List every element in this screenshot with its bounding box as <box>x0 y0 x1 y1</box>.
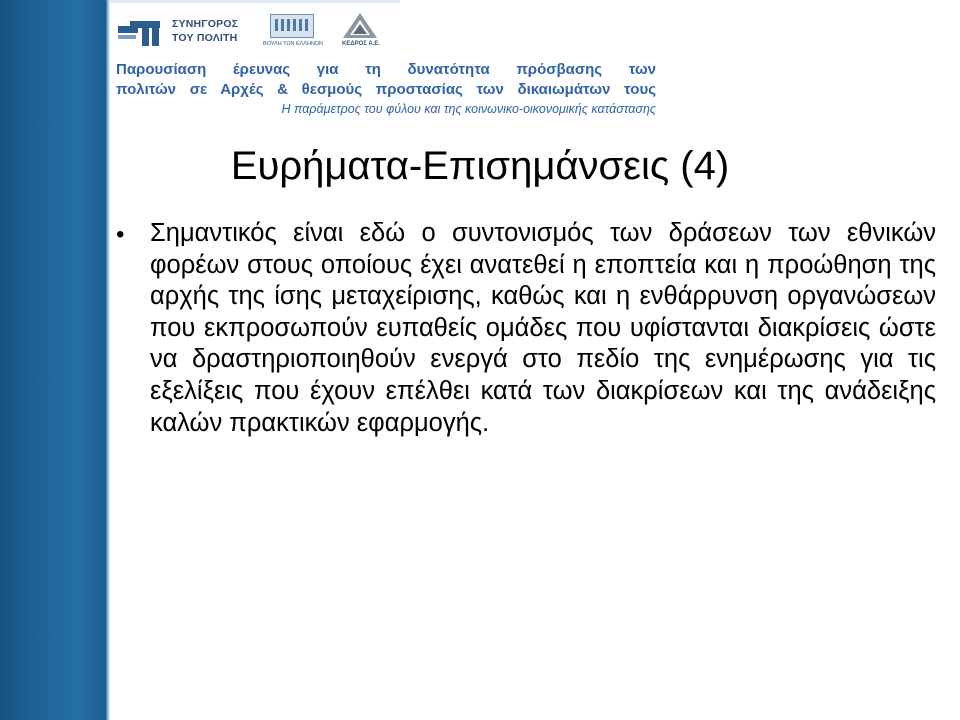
parliament-emblem-icon <box>270 14 314 38</box>
kedros-triangle-icon <box>342 12 378 40</box>
bullet-icon: • <box>116 221 125 248</box>
synigoros-mark-icon <box>116 18 164 48</box>
kedros-caption: ΚΕΔΡΟΣ Α.Ε. <box>341 41 381 47</box>
subtitle-line2: πολιτών σε Αρχές & θεσμούς προστασίας των δικαιωμάτων τους <box>116 81 656 98</box>
subtitle-line1: Παρουσίαση έρευνας για τη δυνατότητα πρόσβασης των <box>116 61 656 78</box>
header-tagline: Η παράμετρος του φύλου και της κοινωνικο-οικονομικής κατάστασης <box>281 102 656 116</box>
bullet-text: Σημαντικός είναι εδώ ο συντονισμός των δράσεων των εθνικών φορέων στους οποίους έχει ανατεθεί η εποπτεία και η προώθηση της αρχής της ίσης μεταχείρισης, καθώς και η ενθάρρυνση οργανώσεων που εκπροσωπούν ευπαθείς ομάδες που υφίστανται διακρίσεις ώστε να δραστηριοποιηθούν ενεργά στο πεδίο της ενημέρωσης για τις εξελίξεις που έχουν επέλθει κατά των διακρίσεων και της ανάδειξης καλών πρακτικών εφαρμογής. <box>150 219 936 437</box>
synigoros-line2: ΤΟΥ ΠΟΛΙΤΗ <box>172 32 238 44</box>
left-sidebar-band <box>0 0 110 720</box>
header-subtitle <box>116 60 656 100</box>
vouli-logo <box>262 12 324 52</box>
synigoros-logo <box>116 12 256 52</box>
synigoros-logo-text <box>172 17 238 45</box>
synigoros-line1: ΣΥΝΗΓΟΡΟΣ <box>172 18 239 30</box>
header-strip <box>110 0 400 3</box>
slide-title: Ευρήματα-Επισημάνσεις (4) <box>230 144 730 188</box>
vouli-caption: ΒΟΥΛΗ ΤΩΝ ΕΛΛΗΝΩΝ <box>262 41 324 47</box>
kedros-logo <box>338 12 382 52</box>
